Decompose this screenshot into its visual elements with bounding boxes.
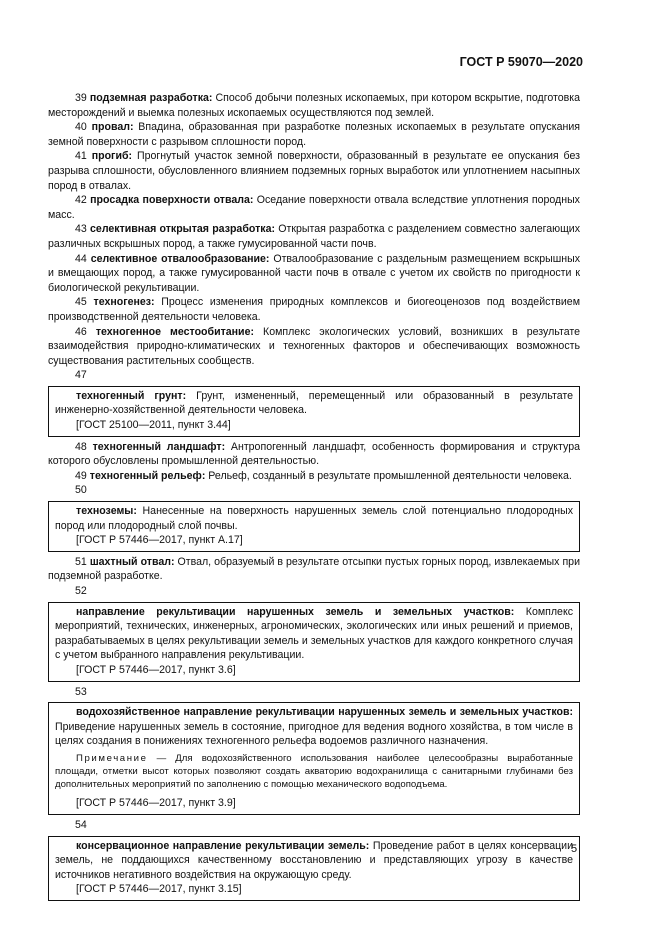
term-box-47 [48,386,580,437]
entry-number-47: 47 [75,369,87,382]
entry-text: Комплекс экологических условий, возникших в результате взаимодействия природно-климатических и техногенных факторов и обеспечивающих возможность существования растительных сообществ. [48,325,580,367]
entry-number: 44 [75,252,87,265]
term-box-52 [48,602,580,682]
page-number: 5 [571,843,578,855]
entry-number-54: 54 [75,818,87,831]
entry-text: Нанесенные на поверхность нарушенных земель слой потенциально плодородных пород или плодородный слой почвы. [55,505,573,532]
entry-note [55,753,573,791]
entry-text: Приведение нарушенных земель в состояние, пригодное для ведения водного хозяйства, в том числе в целях создания в понижениях техногенного рельефа водоемов различного назначения. [55,720,573,748]
entry-number: 51 [75,555,87,568]
entry-term: консервационное направление рекультивации земель: [76,839,370,852]
entry-number-50: 50 [75,484,87,497]
entry-number-52: 52 [75,585,87,597]
entry-term: селективная открытая разработка: [90,223,275,236]
term-entry-41 [48,149,580,193]
entry-number: 43 [75,223,87,236]
term-box-50 [48,501,580,552]
entry-term: техногенное местообитание: [95,325,254,338]
entry-reference: [ГОСТ Р 57446—2017, пункт 3.15] [76,883,242,896]
document-header: ГОСТ Р 59070—2020 [459,55,583,69]
entry-text: Отвал, образуемый в результате отсыпки пустых горных пород, извлекаемых при подземной разработке. [48,555,580,583]
term-entry-40 [48,120,580,149]
term-entry-39 [48,91,580,120]
entry-text: Грунт, измененный, перемещенный или образованный в результате инженерно-хозяйственной деятельности человека. [55,389,574,417]
entry-number: 42 [75,194,87,207]
entry-term: просадка поверхности отвала: [90,194,254,207]
entry-term: техноземы: [76,505,137,518]
entry-text: Впадина, образованная при разработке полезных ископаемых в результате опускания земной поверхности с разрывом сплошности пород. [48,121,580,148]
entry-term: техногенный ландшафт: [92,440,226,453]
entry-term: техногенез: [93,296,155,309]
term-entry-44 [48,252,580,296]
entry-number: 49 [75,469,87,482]
term-entry-48 [48,440,580,469]
entry-text: Антропогенный ландшафт, особенность формирования и структура которого обусловлены промышленной деятельностью. [48,440,580,468]
entry-reference: [ГОСТ Р 57446—2017, пункт 3.6] [76,663,236,676]
term-entry-43 [48,222,580,251]
entry-text: Открытая разработка с разделением совместно залегающих различных вскрышных пород, а также гумусированной части почв. [48,223,581,250]
term-box-53 [48,702,580,815]
term-entry-51 [48,555,580,584]
term-entry-45 [48,295,580,324]
entry-reference: [ГОСТ 25100—2011, пункт 3.44] [76,419,231,432]
entry-term: техногенный рельеф: [89,469,206,482]
entry-reference: [ГОСТ Р 57446—2017, пункт 3.9] [76,797,236,810]
entry-term: провал: [91,121,134,134]
entry-term: водохозяйственное направление рекультивации нарушенных земель и земельных участков: [76,706,573,719]
entry-term: прогиб: [91,150,133,163]
entry-term: шахтный отвал: [89,555,175,568]
term-entry-46 [48,325,580,369]
entry-text: Оседание поверхности отвала вследствие уплотнения породных масс. [48,194,580,221]
entry-text: Процесс изменения природных комплексов и биогеоценозов под воздействием производственной деятельности человека. [48,296,580,323]
entry-text: Рельеф, созданный в результате промышленной деятельности человека. [205,469,572,482]
term-entry-49 [48,469,580,484]
entry-text: Отвалообразование с раздельным размещением вскрышных и вмещающих пород, а также гумусированной части почв в отвале с учетом их свойств по пригодности к биологической рекультивации. [48,252,580,294]
entry-reference: [ГОСТ Р 57446—2017, пункт А.17] [76,534,243,547]
entry-number-53: 53 [75,685,87,698]
note-label: Примечание [76,752,148,764]
note-text: — Для водохозяйственного использования наиболее целесообразны выработанные площади, отметки высот которых позволяют создать акваторию водохранилища с санитарными глубинами без дополнительных мероприятий по заполнению с помощью механического водоподъема. [55,752,573,790]
term-box-54 [48,836,580,901]
entry-term: техногенный грунт: [76,389,187,402]
entry-term: подземная разработка: [89,92,213,104]
entry-term: направление рекультивации нарушенных земель и земельных участков: [76,605,515,618]
entry-number: 40 [75,121,87,134]
entry-term: селективное отвалообразование: [90,252,270,265]
entry-text: Прогнутый участок земной поверхности, образованный в результате ее опускания без разрыва сплошности, обусловленного влиянием подземных горных выработок или уплотнением насыпных пород в отвалах. [48,150,580,192]
entry-number: 48 [75,440,87,453]
document-body [48,91,580,904]
term-entry-42 [48,193,580,222]
entry-text: Комплекс мероприятий, технических, инженерных, агрономических, экологических или иных решений и приемов, разрабатываемых в целях рекультивации земель и земельных участков для каждого конкретного случая с учетом выбранного направления рекультивации. [55,605,573,662]
entry-number: 41 [75,150,87,163]
entry-text: Проведение работ в целях консервации земель, не поддающихся качественному восстановлению и представляющих угрозу в качестве источников негативного воздействия на окружающую среду. [55,839,573,881]
entry-number: 45 [75,296,87,309]
entry-number: 46 [75,325,87,338]
entry-number: 39 [75,92,87,104]
entry-text: Способ добычи полезных ископаемых, при котором вскрытие, подготовка месторождений и выемка полезных ископаемых осуществляются под землей. [48,92,580,119]
